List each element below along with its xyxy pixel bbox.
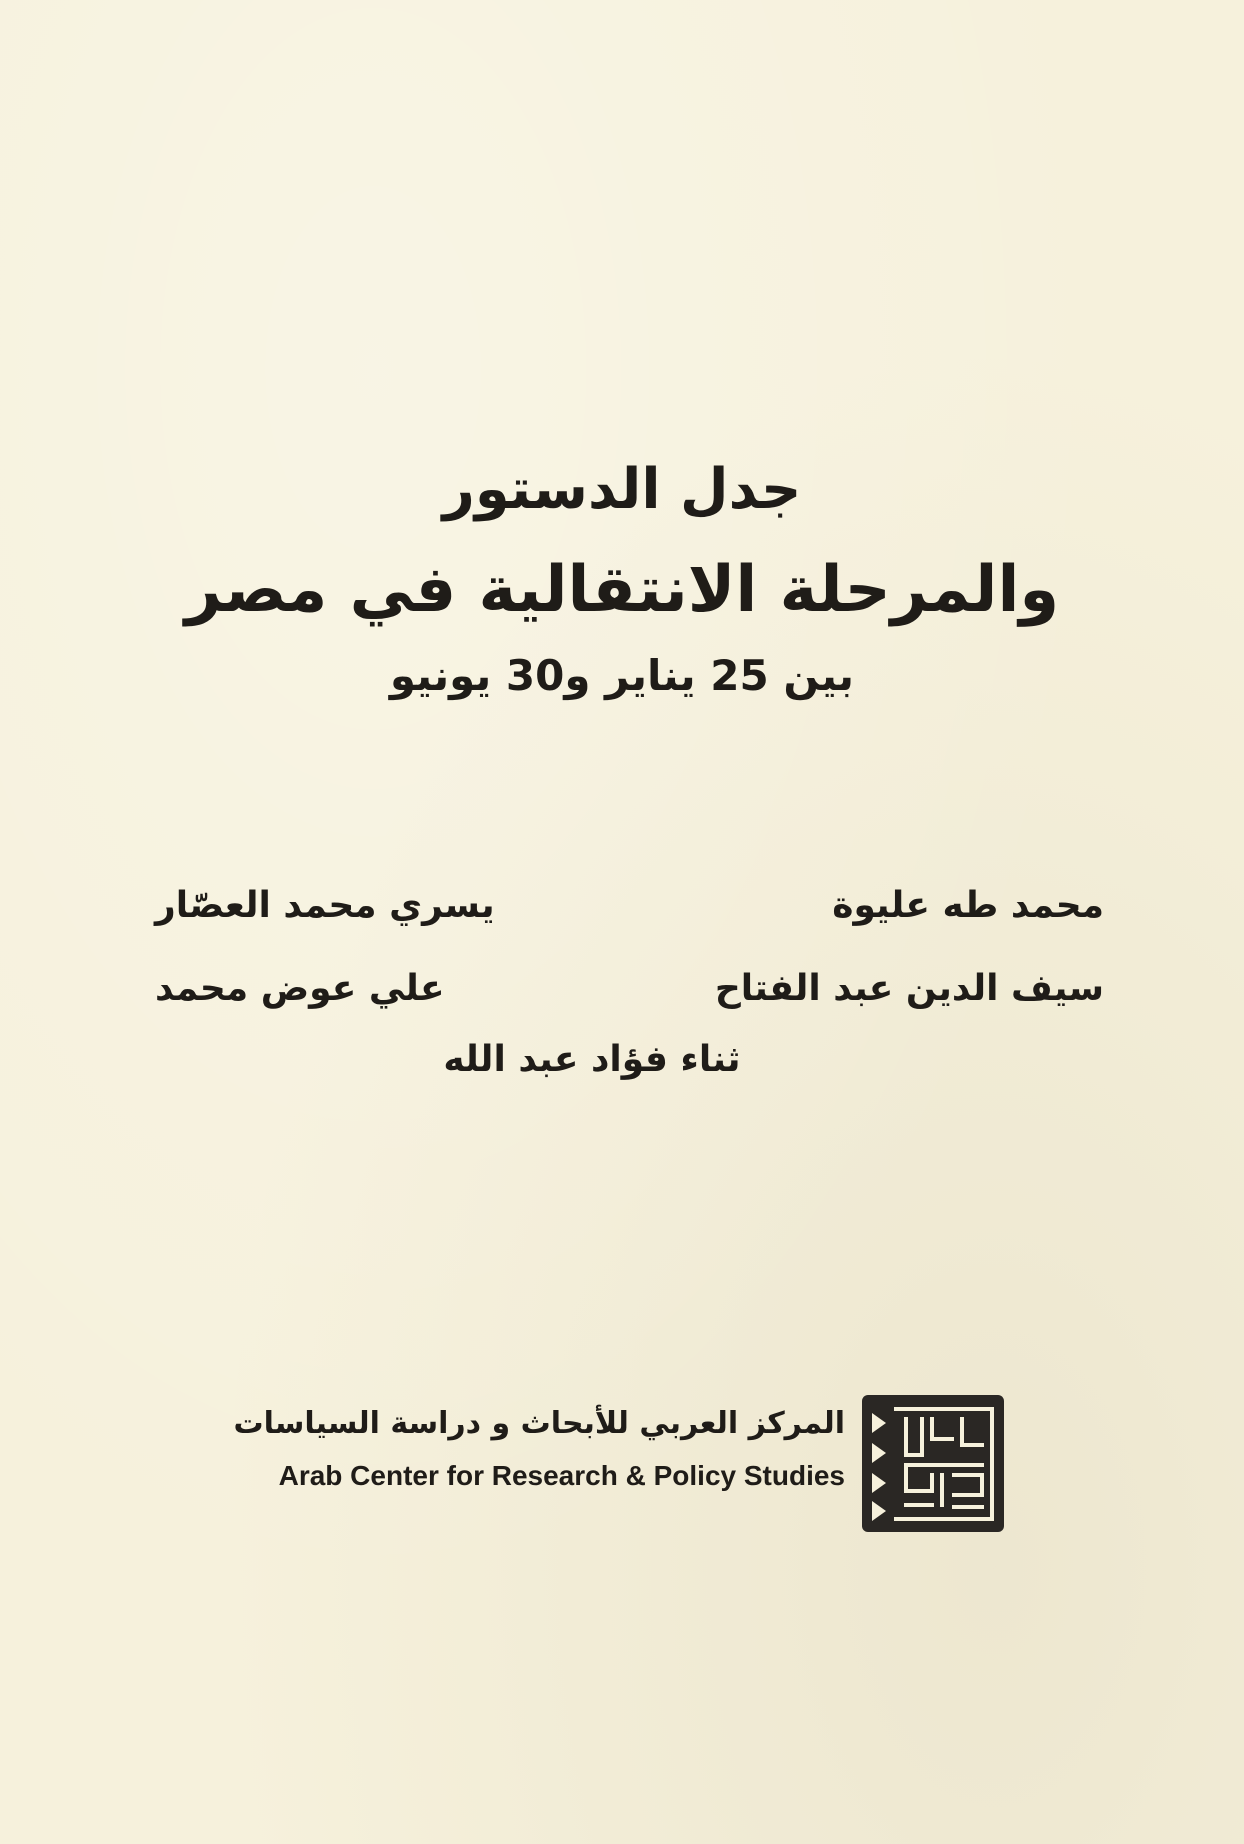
arab-center-logo-icon: [862, 1395, 1004, 1532]
author-ali-awad-mohamed: علي عوض محمد: [155, 968, 445, 1009]
publisher-name-arabic: المركز العربي للأبحاث و دراسة السياسات: [233, 1406, 845, 1441]
book-subtitle: بين 25 يناير و30 يونيو: [389, 651, 855, 700]
book-title-line-1: جدل الدستور: [442, 457, 802, 522]
publisher-block: [233, 1396, 845, 1506]
publisher-name-english: Arab Center for Research & Policy Studies: [278, 1460, 845, 1491]
author-mohamed-taha-elewa: محمد طه عليوة: [832, 885, 1104, 926]
author-thanaa-fouad-abdallah: ثناء فؤاد عبد الله: [443, 1039, 741, 1080]
book-title-line-2: والمرحلة الانتقالية في مصر: [184, 553, 1060, 627]
author-yousry-elassar: يسري محمد العصّار: [155, 885, 495, 926]
author-seif-eldin-abdelfattah: سيف الدين عبد الفتاح: [714, 968, 1104, 1009]
